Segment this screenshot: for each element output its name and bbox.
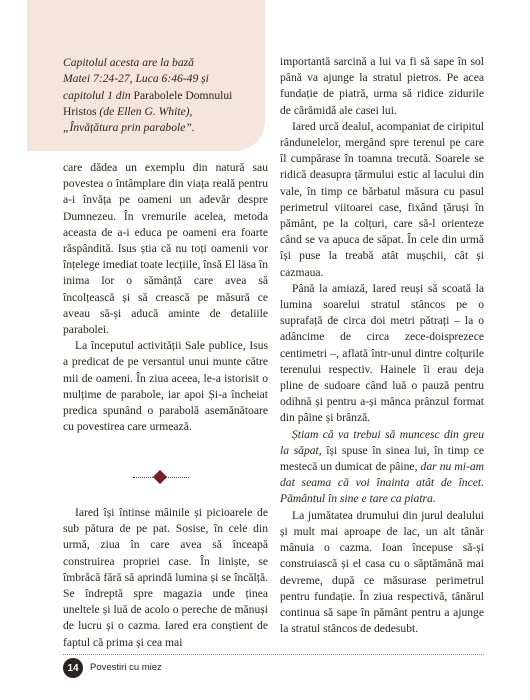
paragraph: La jumătatea drumului din jurul dealului și mult mai aproape de lac, un alt tânăr mânuia o cazma. Ioan începuse să-și construiască și el casa cu o săptămână mai devreme, după ce măsurase perimetrul pentru fundație. În ziua respectivă, tânărul continua să sape în pământ pentru a ajunge la stratul stâncos de dedesubt. (280, 508, 484, 636)
left-column-bottom (63, 505, 268, 651)
intro-line-4b: (de Ellen G. White), (99, 104, 193, 118)
intro-line-1: Capitolul acesta are la bază (63, 56, 194, 69)
italic-thought: dar nu mi-am dat seama că voi înainta atât de încet. Pământul în sine e tare ca piatra. (280, 460, 484, 506)
intro-line-3b: Parabolele Domnului (133, 88, 233, 102)
italic-thought: Știam că va trebui să muncesc din greu la săpat, (280, 427, 484, 457)
intro-line-3a: capitolul 1 din (63, 88, 134, 102)
book-title: Povestiri cu miez (90, 662, 162, 673)
intro-line-4a: Hristos (63, 104, 100, 118)
paragraph: Până la amiază, Iared reuși să scoată la lumina soarelui stratul stâncos pe o suprafață de circa doi metri pătrați – la o adâncime de circa zece-doisprezece centimetri –, aflată într-unul dintre colțurile terenului respectiv. Hainele îi erau deja pline de sudoare când luă o pauză pentru odihnă și pentru a-și mânca prânzul format din pâine și brânză. (280, 281, 484, 425)
paragraph: care dădea un exemplu din natură sau povestea o întâmplare din viața reală pentru a-i învăța pe oameni un adevăr despre Dumnezeu. În vremurile acelea, metoda aceasta de a-i educa pe oameni era foarte răspândită. Isus știa că nu toți oamenii vor înțelege imediat toate lecțiile, însă El läsa în inima lor o sămânță care avea să încolțească și să crească pe măsură ce aveau să-și aducă aminte de detaliile parabolei. (63, 161, 268, 337)
paragraph: importantă sarcină a lui va fi să sape în sol până va ajunge la stratul pietros. Pe acea fundație de piatră, urma să ridice zidurile de cărămidă ale casei lui. (280, 55, 484, 117)
intro-note (63, 55, 258, 136)
paragraph: Iared își întinse mâinile și picioarele de sub pătura de pe pat. Sosise, în cele din urmă, ziua în care avea să înceapă construirea propriei case. În liniște, se îmbrăcă fără să aprindă lumina și se încălță. Se îndreptă spre magazia unde ținea uneltele și luă de acolo o pereche de mănuși de lucru și o cazma. Iared era conștient de faptul că prima și cea mai (63, 506, 268, 649)
section-divider (133, 470, 189, 486)
diamond-icon (153, 470, 167, 484)
left-column-top (63, 160, 268, 435)
narration: își spuse în sinea lui, în timp ce mestecă un dumicat de pâine, (280, 443, 484, 474)
paragraph: Iared urcă dealul, acompaniat de ciripitul rândunelelor, mergând spre terenul pe care îl cumpărase în toamna trecută. Soarele se ridică deasupra țărmului estic al lacului din vale, în timp ce bărbatul măsura cu pasul perimetrul viitoarei case, fixând țăruși în pământ, pe la colțuri, care să-l orienteze când se va apuca de săpat. În cele din urmă își puse la treabă atât mușchii, cât și cazmaua. (280, 119, 484, 279)
paragraph (280, 427, 484, 508)
footer-divider (63, 654, 484, 655)
right-column (280, 54, 484, 637)
page-number: 14 (63, 658, 83, 678)
intro-line-2: Matei 7:24-27, Luca 6:46-49 și (63, 72, 209, 86)
intro-line-5: „Învățătura prin parabole”. (63, 121, 195, 135)
paragraph: La începutul activității Sale publice, Isus a predicat de pe versantul unui munte către mii de oameni. În ziua aceea, le-a istorisit o mulțime de parabole, iar apoi Și-a încheiat predica spunând o parabolă asemănătoare cu povestirea care urmează. (63, 339, 268, 434)
